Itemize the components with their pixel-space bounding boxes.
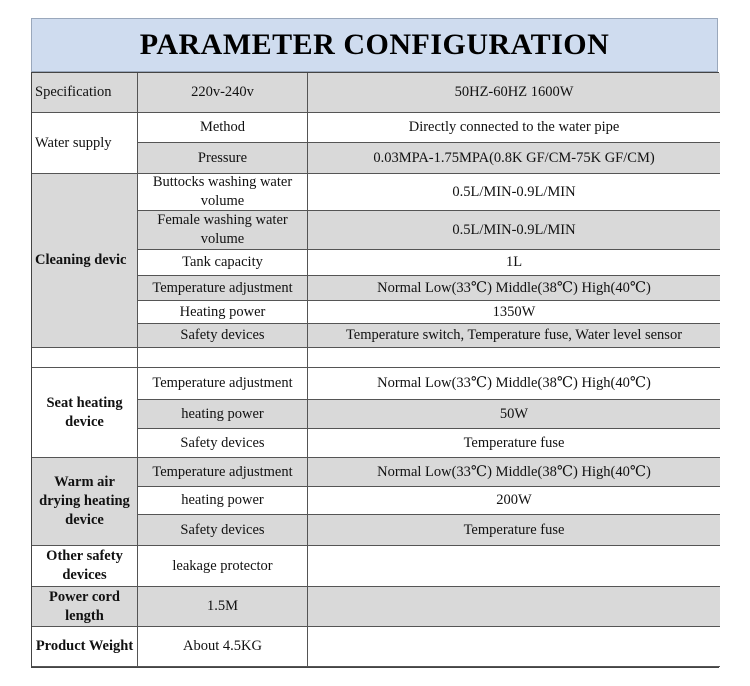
parameter-table [31, 72, 719, 668]
cleaning-row-value: Temperature switch, Temperature fuse, Water level sensor [308, 324, 720, 348]
empty-cell [308, 546, 720, 587]
seat-heating-label: Seat heating device [32, 368, 138, 458]
cleaning-row-name: Tank capacity [138, 250, 308, 276]
cleaning-label: Cleaning devic [32, 174, 138, 348]
cleaning-row-name: Buttocks washing water volume [138, 174, 308, 211]
water-supply-label: Water supply [32, 113, 138, 174]
water-method-name: Method [138, 113, 308, 143]
spacer-cell [138, 348, 308, 368]
power-cord-value: 1.5M [138, 587, 308, 627]
weight-label: Product Weight [32, 627, 138, 667]
empty-cell [308, 587, 720, 627]
spec-label: Specification [32, 73, 138, 113]
seat-heating-row-name: heating power [138, 400, 308, 429]
seat-heating-row-value: Temperature fuse [308, 429, 720, 458]
water-pressure-name: Pressure [138, 143, 308, 174]
warm-air-row-name: Safety devices [138, 515, 308, 546]
spacer-cell [308, 348, 720, 368]
warm-air-row-value: Normal Low(33℃) Middle(38℃) High(40℃) [308, 458, 720, 487]
warm-air-label: Warm air drying heating device [32, 458, 138, 546]
cleaning-row-value: Normal Low(33℃) Middle(38℃) High(40℃) [308, 276, 720, 301]
cleaning-row-value: 0.5L/MIN-0.9L/MIN [308, 174, 720, 211]
weight-value: About 4.5KG [138, 627, 308, 667]
warm-air-row-name: Temperature adjustment [138, 458, 308, 487]
warm-air-row-value: 200W [308, 487, 720, 515]
cleaning-row-name: Safety devices [138, 324, 308, 348]
seat-heating-row-name: Temperature adjustment [138, 368, 308, 400]
other-safety-value: leakage protector [138, 546, 308, 587]
power-cord-label: Power cord length [32, 587, 138, 627]
cleaning-row-name: Heating power [138, 301, 308, 324]
warm-air-row-value: Temperature fuse [308, 515, 720, 546]
cleaning-row-name: Female washing water volume [138, 211, 308, 250]
water-method-value: Directly connected to the water pipe [308, 113, 720, 143]
seat-heating-row-name: Safety devices [138, 429, 308, 458]
other-safety-label: Other safety devices [32, 546, 138, 587]
spacer-cell [32, 348, 138, 368]
spec-value: 50HZ-60HZ 1600W [308, 73, 720, 113]
water-pressure-value: 0.03MPA-1.75MPA(0.8K GF/CM-75K GF/CM) [308, 143, 720, 174]
cleaning-row-value: 1350W [308, 301, 720, 324]
cleaning-row-name: Temperature adjustment [138, 276, 308, 301]
spec-voltage: 220v-240v [138, 73, 308, 113]
seat-heating-row-value: Normal Low(33℃) Middle(38℃) High(40℃) [308, 368, 720, 400]
seat-heating-row-value: 50W [308, 400, 720, 429]
cleaning-row-value: 1L [308, 250, 720, 276]
page-title: PARAMETER CONFIGURATION [31, 18, 718, 72]
cleaning-row-value: 0.5L/MIN-0.9L/MIN [308, 211, 720, 250]
warm-air-row-name: heating power [138, 487, 308, 515]
empty-cell [308, 627, 720, 667]
